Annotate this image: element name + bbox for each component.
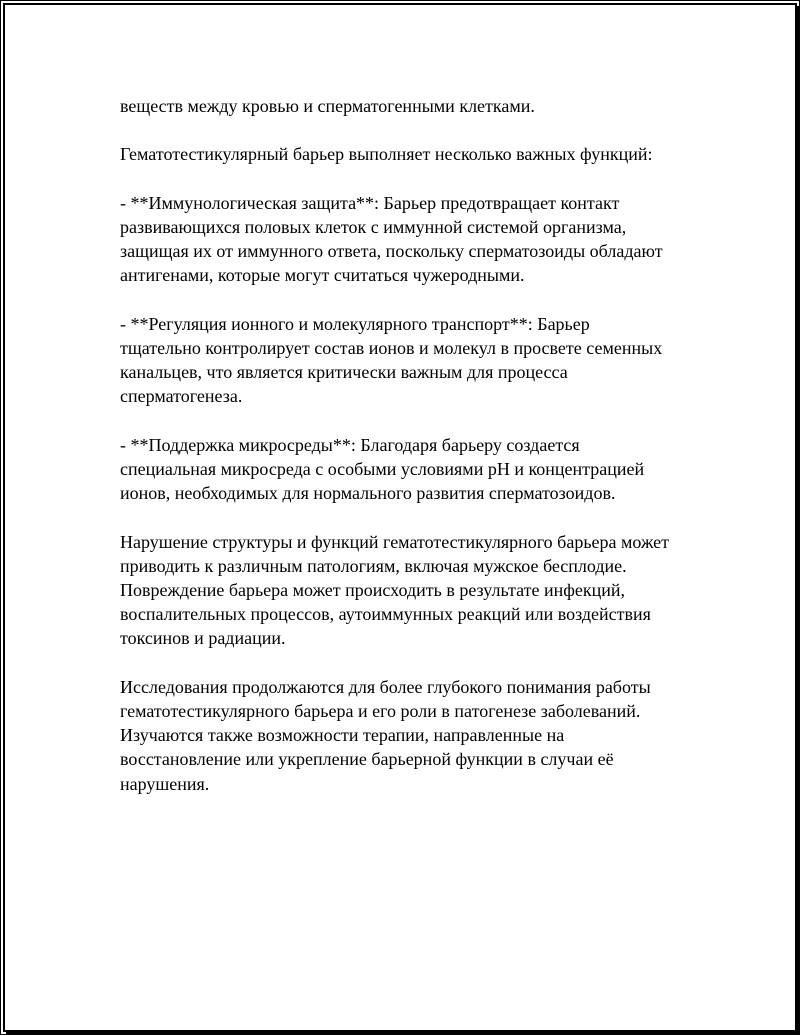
paragraph-immune-protection bbox=[120, 191, 700, 288]
text-line: - **Регуляция ионного и молекулярного транспорт**: Барьер bbox=[120, 313, 590, 334]
paragraph-microenvironment bbox=[120, 433, 700, 506]
text-line: веществ между кровью и сперматогенными клетками. bbox=[120, 96, 535, 116]
text-line: специальная микросреда с особыми условиями pH и концентрацией bbox=[120, 458, 645, 479]
paragraph-transport-regulation bbox=[120, 312, 700, 409]
text-line: Гематотестикулярный барьер выполняет несколько важных функций: bbox=[120, 144, 653, 165]
text-line: восстановление или укрепление барьерной функции в случаи её bbox=[120, 749, 614, 770]
document-body bbox=[120, 94, 700, 820]
paragraph-functions-heading bbox=[120, 142, 700, 166]
text-line: антигенами, которые могут считаться чужеродными. bbox=[120, 265, 525, 286]
text-line: тщательно контролирует состав ионов и молекул в просвете семенных bbox=[120, 337, 663, 358]
text-line: защищая их от иммунного ответа, поскольку сперматозоиды обладают bbox=[120, 241, 663, 262]
text-line: токсинов и радиации. bbox=[120, 628, 286, 649]
text-line: нарушения. bbox=[120, 773, 210, 794]
paragraph-intro-fragment bbox=[120, 94, 700, 118]
text-line: сперматогенеза. bbox=[120, 386, 243, 407]
text-line: развивающихся половых клеток с иммунной системой организма, bbox=[120, 216, 627, 237]
text-line: Изучаются также возможности терапии, направленные на bbox=[120, 725, 565, 746]
paragraph-disruption bbox=[120, 530, 700, 651]
text-line: Исследования продолжаются для более глубокого понимания работы bbox=[120, 676, 651, 697]
text-line: - **Иммунологическая защита**: Барьер предотвращает контакт bbox=[120, 192, 620, 213]
paragraph-research bbox=[120, 675, 700, 796]
text-line: Нарушение структуры и функций гематотестикулярного барьера может bbox=[120, 531, 670, 552]
text-line: ионов, необходимых для нормального развития сперматозоидов. bbox=[120, 483, 616, 504]
text-line: канальцев, что является критически важным для процесса bbox=[120, 362, 568, 383]
text-line: - **Поддержка микросреды**: Благодаря барьеру создается bbox=[120, 434, 580, 455]
text-line: воспалительных процессов, аутоиммунных реакций или воздействия bbox=[120, 604, 651, 625]
text-line: гематотестикулярного барьера и его роли в патогенезе заболеваний. bbox=[120, 700, 641, 721]
text-line: Повреждение барьера может происходить в результате инфекций, bbox=[120, 579, 626, 600]
text-line: приводить к различным патологиям, включая мужское бесплодие. bbox=[120, 555, 627, 576]
